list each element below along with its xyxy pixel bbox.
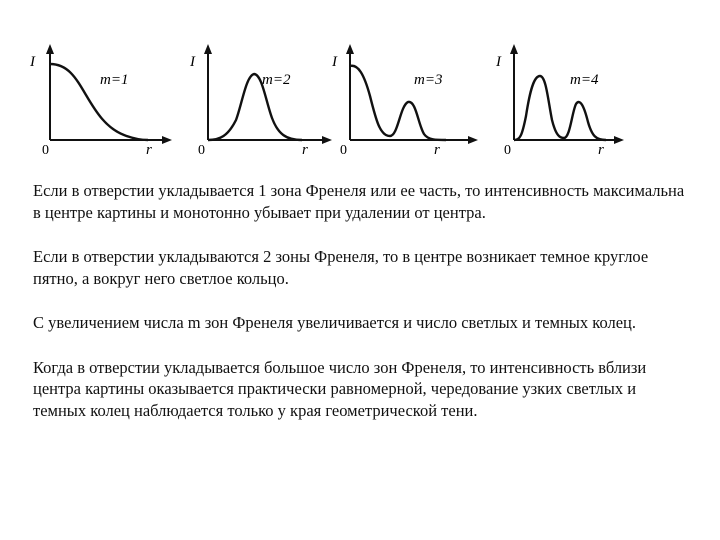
origin-label: 0 [42, 143, 49, 158]
x-axis-arrow [614, 136, 624, 144]
x-axis-arrow [162, 136, 172, 144]
curve-label: m=3 [414, 72, 443, 88]
curve-label: m=1 [100, 72, 129, 88]
x-axis-arrow [468, 136, 478, 144]
paragraph-one-zone: Если в отверстии укладывается 1 зона Френеля или ее часть, то интенсивность максимальна в центре картины и монотонно убывает при удалении от центра. [33, 181, 685, 222]
origin-label: 0 [504, 143, 511, 158]
paragraph-increasing-m: С увеличением числа m зон Френеля увеличивается и число светлых и темных колец. [33, 313, 636, 332]
y-axis-arrow [204, 44, 212, 54]
axis-label-i: I [190, 54, 195, 70]
text-block [33, 180, 693, 444]
paragraph-two-zones: Если в отверстии укладываются 2 зоны Френеля, то в центре возникает темное круглое пятно, а вокруг него светлое кольцо. [33, 247, 649, 288]
y-axis-arrow [510, 44, 518, 54]
axis-label-r: r [598, 142, 604, 158]
curve-label: m=2 [262, 72, 291, 88]
axis-label-i: I [30, 54, 35, 70]
y-axis-arrow [346, 44, 354, 54]
panel-m2 [180, 40, 330, 160]
curve-label: m=4 [570, 72, 599, 88]
paragraph-many-zones: Когда в отверстии укладывается большое число зон Френеля, то интенсивность вблизи центра картины оказывается практически равномерной, чередование узких светлых и темных колец наблюдается только у края геометрической тени. [33, 357, 647, 420]
panel-m1 [28, 40, 178, 160]
axis-label-r: r [302, 142, 308, 158]
origin-label: 0 [340, 143, 347, 158]
y-axis-arrow [46, 44, 54, 54]
intensity-curve [50, 64, 148, 140]
panel-m3 [328, 40, 488, 160]
origin-label: 0 [198, 143, 205, 158]
panel-m4 [488, 40, 648, 160]
axis-label-i: I [496, 54, 501, 70]
axis-label-r: r [434, 142, 440, 158]
axis-label-i: I [332, 54, 337, 70]
fresnel-diffraction-figure [28, 40, 628, 160]
axis-label-r: r [146, 142, 152, 158]
